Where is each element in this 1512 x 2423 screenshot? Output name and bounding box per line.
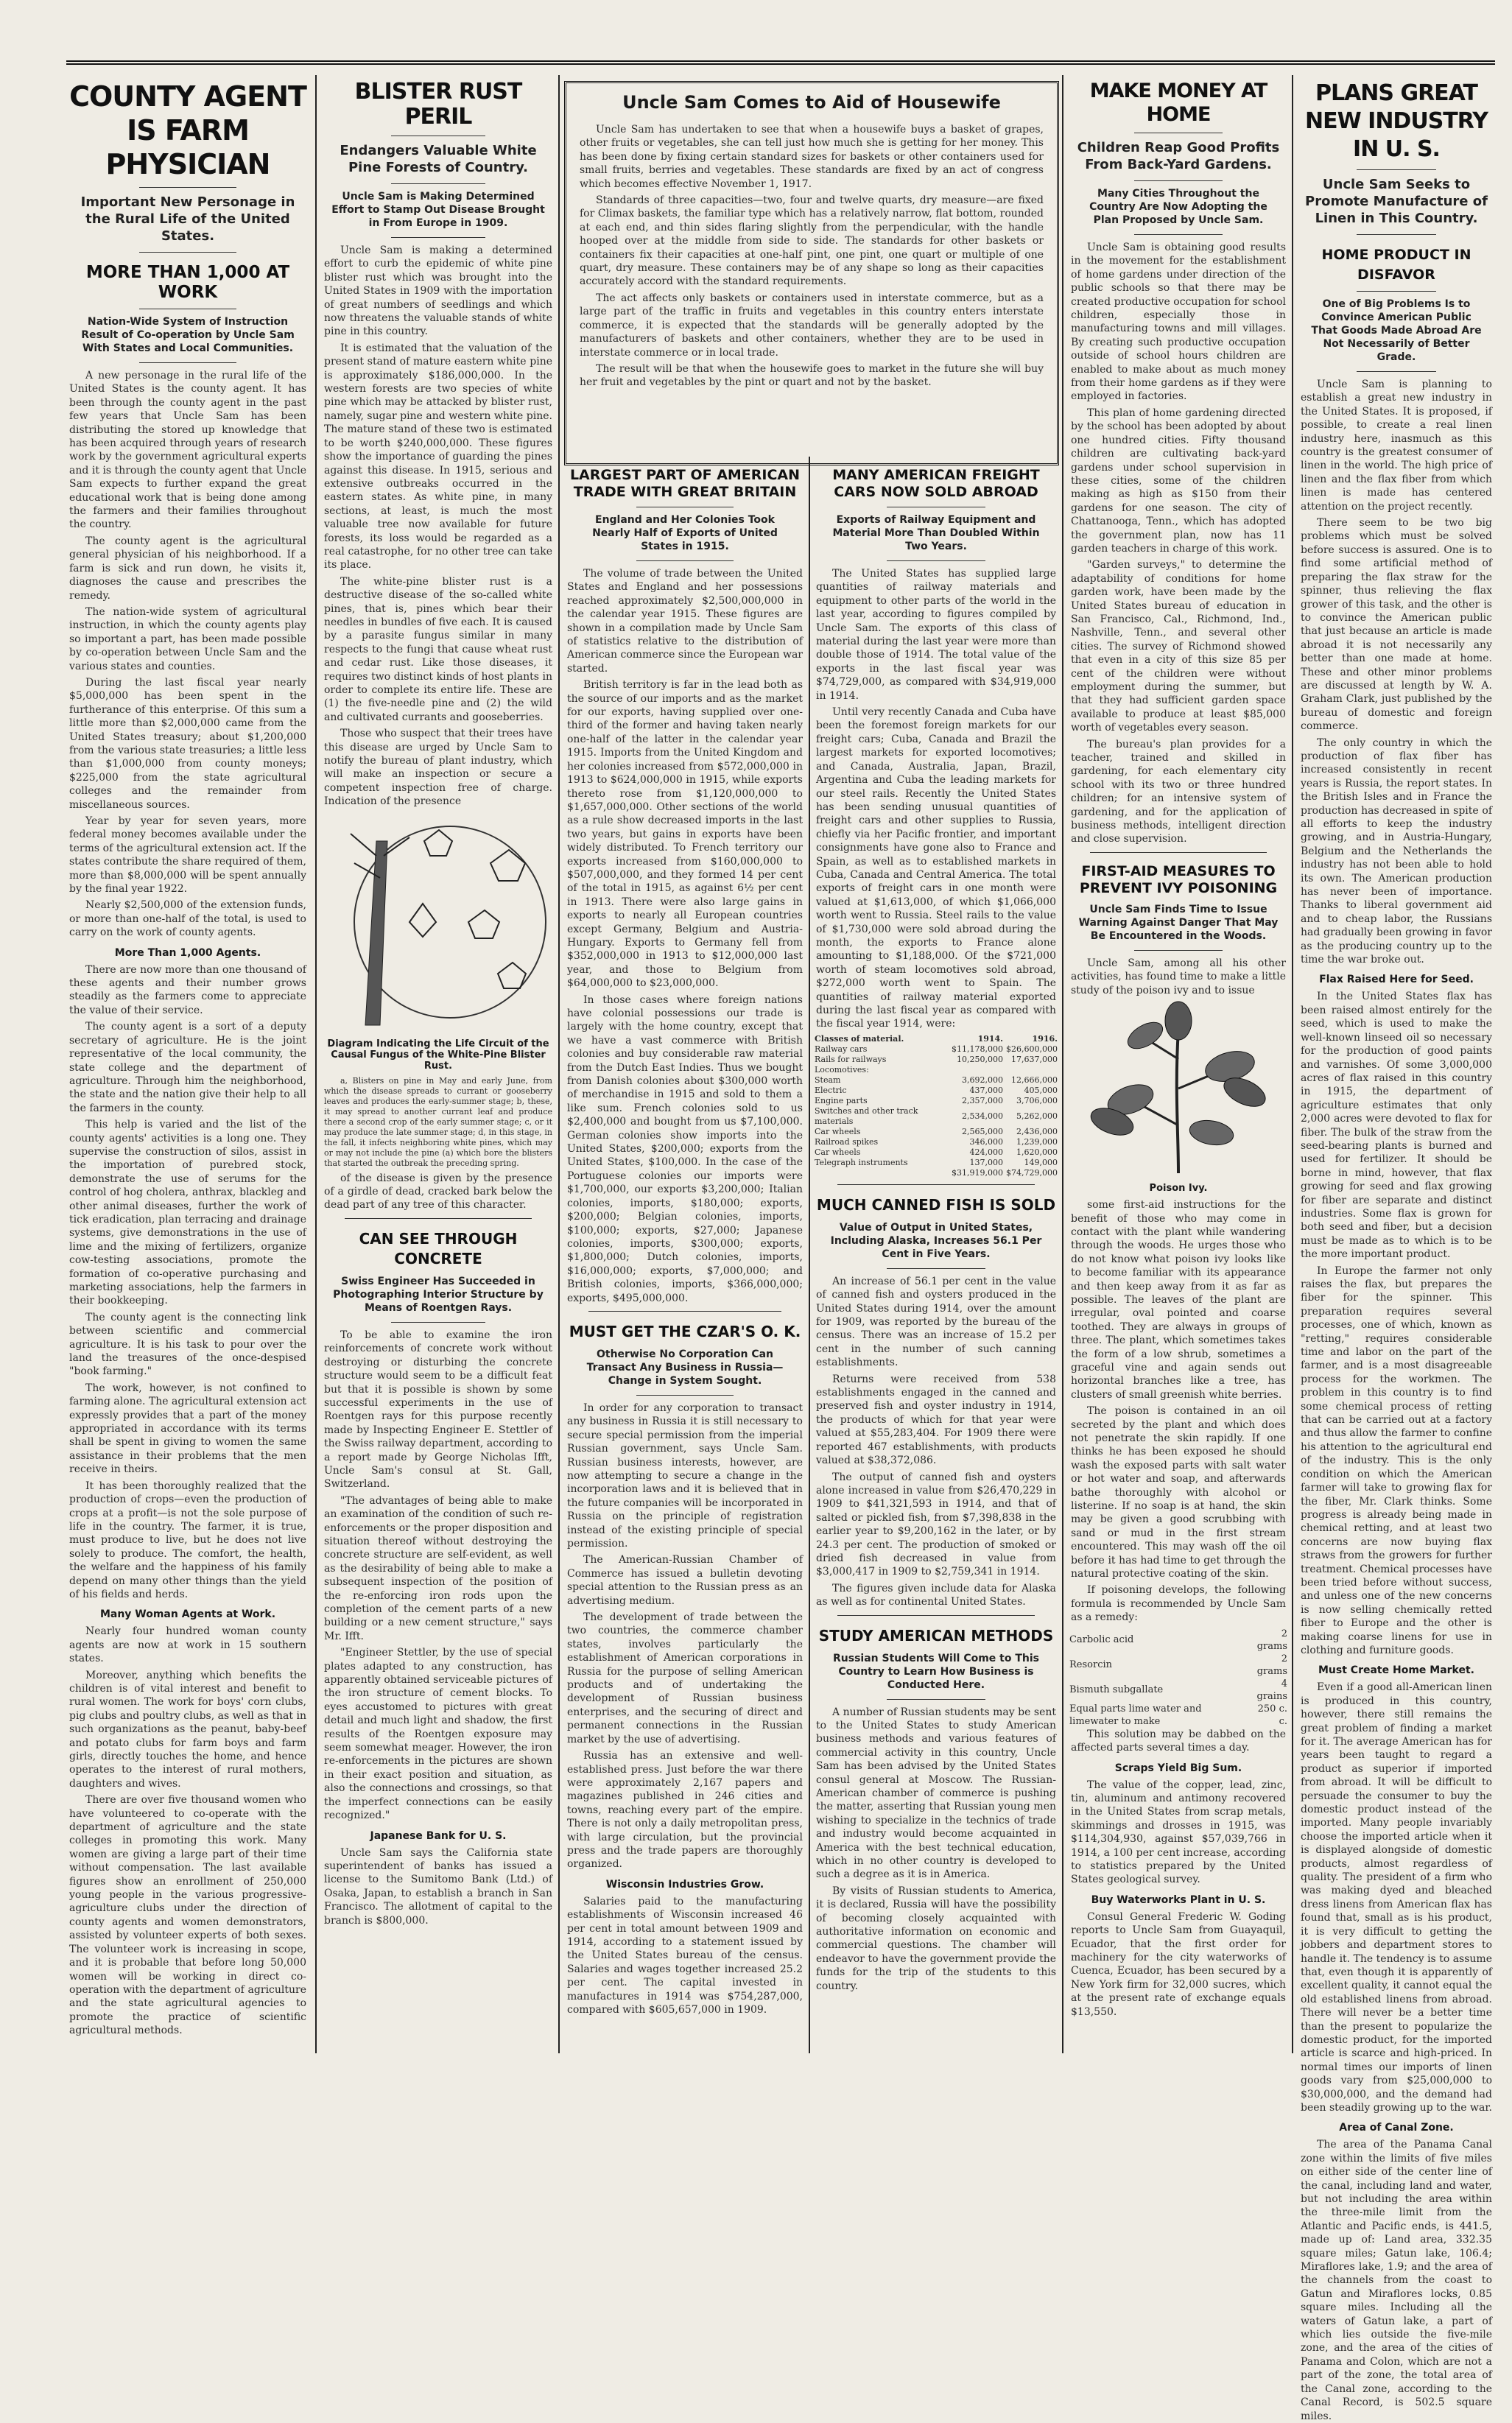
- deck-ivy-poisoning: Uncle Sam Finds Time to Issue Warning Against Danger That May Be Encountered in the Woods.: [1078, 903, 1279, 942]
- paragraph: There seem to be two big problems which must be solved before success is assured. One is to find some artificial method of preparing the flax straw for the spinner, thus relieving the flax grower of this task, and the other is to convince the American public that just because an article is made abroad it is not necessarily any better than one made at home. These and other minor problems are discussed at length by W. A. Graham Clark, just published by the bureau of domestic and foreign commerce.: [1301, 517, 1492, 733]
- table-header-cell: 1914.: [977, 1033, 1004, 1044]
- paragraph: A new personage in the rural life of the United States is the county agent. It has been through the county agent in the past few years that Uncle Sam has been distributing the stored up knowledge that has been acquired through years of research work by the government agricultural experts and it is through the county agent that Uncle Sam expects to further expand the great educational work that is being done among the farmers and their families throughout the country.: [69, 370, 306, 531]
- ivy-formula-table: [1068, 1628, 1289, 1728]
- formula-cell: Equal parts lime water and limewater to make: [1069, 1703, 1202, 1727]
- table-cell: Electric: [815, 1085, 847, 1095]
- formula-row: [1068, 1678, 1289, 1703]
- column-freight-cars: [813, 457, 1059, 2053]
- table-row: [813, 1096, 1059, 1106]
- paragraph: There are over five thousand women who have volunteered to co-operate with the department of agriculture and the state colleges in promoting this work. Many women are giving a large part of their time without compensation. The last available figures show an enrollment of 250,000 young people in the various progressive-agriculture clubs under the direction of county agents and women demonstrators, assisted by volunteer experts of both sexes. The volunteer work is increasing in scope, and it is probable that before long 50,000 women will be working in direct co-operation with the department of agriculture and the state agricultural agencies to promote the practice of scientific agricultural methods.: [69, 1794, 306, 2037]
- paragraph: The development of trade between the two countries, the commerce chamber states, involves particularly the establishment of American corporations in Russia for the purpose of selling American products and of undertaking the development of Russian business enterprises, and the securing of direct and permanent connections in the Russian market by the use of advertising.: [567, 1611, 803, 1745]
- paragraph: This help is varied and the list of the county agents' activities is a long one. They supervise the construction of silos, assist in the importation of purebred stock, demonstrate the use of serums for the control of hog cholera, anthrax, blackleg and other animal diseases, further the work of tick eradication, plan terracing and drainage systems, give demonstrations in the use of lime and the mixing of fertilizers, organize cow-testing associations, promote the formation of co-operative purchasing and marketing associations, help the farmers in their bookkeeping.: [69, 1119, 306, 1307]
- table-cell: 3,706,000: [1016, 1095, 1058, 1105]
- column-rule: [315, 75, 317, 2053]
- table-cell: 17,637,000: [1011, 1054, 1058, 1064]
- table-header-cell: 1916.: [1032, 1033, 1058, 1044]
- housewife-box-title: Uncle Sam Comes to Aid of Housewife: [622, 92, 1001, 113]
- paragraph: In the United States flax has been raised almost entirely for the seed, which is used to make the well-known linseed oil so necessary for the production of good paints and varnishes. Of some 3,000,000 acres of flax raised in this country in 1915, the department of agriculture estimates that only 2,000 acres were devoted to flax for fiber. The bulk of the straw from the seed-bearing plants is burned and used for fertilizer. It should be borne in mind, however, that flax growing for seed and flax growing for fiber are separate and distinct industries. Some flax is grown for both seed and fiber, but a decision must be made as to which is to be the more important product.: [1301, 991, 1492, 1261]
- table-cell: 2,534,000: [962, 1111, 1004, 1121]
- table-header-cell: Classes of material.: [815, 1033, 904, 1044]
- table-row: [813, 1106, 1059, 1127]
- column-linen-industry: [1298, 75, 1495, 2422]
- paragraph: The act affects only baskets or containers used in interstate commerce, but as a large part of the traffic in fruits and vegetables in this country enters interstate commerce, it is expected that the standards will be generally adopted by the manufacturers of baskets and other containers, whether they are to be used in interstate commerce or in local trade.: [580, 292, 1044, 359]
- housewife-box: [564, 81, 1059, 465]
- table-cell: $11,178,000: [952, 1044, 1004, 1054]
- paragraph: The output of canned fish and oysters alone increased in value from $26,470,229 in 1909 to $41,321,593 in 1914, and that of salted or pickled fish, from $7,398,838 in the earlier year to $9,200,162 in the later, or by 24.3 per cent. The production of smoked or dried fish decreased in value from $3,000,417 in 1909 to $2,759,341 in 1914.: [816, 1471, 1056, 1578]
- formula-cell: Bismuth subgallate: [1069, 1684, 1164, 1696]
- paragraph: The work, however, is not confined to farming alone. The agricultural extension act expressly provides that a part of the money appropriated in accordance with its terms shall be spent in giving to women the same assistance in their problems that the men receive in theirs.: [69, 1382, 306, 1476]
- headline-trade-britain: LARGEST PART OF AMERICAN TRADE WITH GREAT BRITAIN: [569, 467, 801, 500]
- headline-canned-fish: MUCH CANNED FISH IS SOLD: [816, 1195, 1056, 1214]
- column-make-money: [1068, 75, 1289, 2053]
- formula-row: [1068, 1703, 1289, 1728]
- paragraph: Consul General Frederic W. Goding reports to Uncle Sam from Guayaquil, Ecuador, that the first order for machinery for the city waterworks of Cuenca, Ecuador, has been secured by a New York firm for 32,000 sucres, which at the present rate of exchange equals $13,550.: [1071, 1910, 1286, 2018]
- formula-row: [1068, 1628, 1289, 1653]
- blister-rust-diagram-caption: Diagram Indicating the Life Circuit of the Causal Fungus of the White-Pine Blister Rust.: [327, 1038, 549, 1072]
- paragraph: Returns were received from 538 establishments engaged in the canned and preserved fish and oyster industry in 1914, the products of which for that year were valued at $55,283,404. For 1909 there were reported 467 establishments, with products valued at $38,372,086.: [816, 1373, 1056, 1467]
- paragraph: If poisoning develops, the following formula is recommended by Uncle Sam as a remedy:: [1071, 1584, 1286, 1624]
- table-cell: 149,000: [1024, 1157, 1058, 1167]
- paragraph: Uncle Sam has undertaken to see that when a housewife buys a basket of grapes, other fruits or vegetables, she can tell just how much she is getting for her money. This has been done by fixing certain standard sizes for baskets or other containers used for small fruits, berries and vegetables. These standards are fixed by an act of congress which becomes effective November 1, 1917.: [580, 124, 1044, 190]
- formula-cell: 2 grams: [1256, 1628, 1287, 1652]
- table-cell: 2,436,000: [1016, 1126, 1058, 1136]
- paragraph: Those who suspect that their trees have this disease are urged by Uncle Sam to notify the bureau of plant industry, which will make an inspection or secure a competent inspection free of charge. Indication of the presence: [324, 728, 552, 808]
- paragraph: The only country in which the production of flax fiber has increased consistently in recent years is Russia, the report states. In the British Isles and in France the production has decreased in spite of all efforts to keep the industry growing, and in Austria-Hungary, Belgium and the Netherlands the industry has not been able to hold its own. The American production has never been of importance. Thanks to liberal government aid and to cheap labor, the Russians had gradually been growing in favor as the producing country up to the time the war broke out.: [1301, 736, 1492, 966]
- poison-ivy-illustration: [1068, 1000, 1289, 1177]
- headline-make-money: MAKE MONEY AT HOME: [1089, 80, 1267, 126]
- paragraph: The result will be that when the housewife goes to market in the future she will buy her fruit and vegetables by the pint or quart and not by the basket.: [580, 362, 1044, 389]
- formula-cell: 250 c. c.: [1257, 1703, 1287, 1727]
- paragraph: To be able to examine the iron reinforcements of concrete work without destroying or disturbing the concrete structure would seem to be a difficult feat but that it is possible is shown by some successful experiments in the use of Roentgen rays for this purpose recently made by Inspecting Engineer E. Stettler of the Swiss railway department, according to a report made by George Nicholas Ifft, Uncle Sam's consul at St. Gall, Switzerland.: [324, 1329, 552, 1491]
- paragraph: The United States has supplied large quantities of railway materials and equipment to other parts of the world in the last year, according to figures compiled by Uncle Sam. The exports of this class of material during the last year were more than double those of 1914. The total value of the exports in the last fiscal year was $74,729,000, as compared with $34,919,000 in 1914.: [816, 568, 1056, 702]
- column-trade-britain: [564, 457, 806, 2053]
- paragraph: Moreover, anything which benefits the children is of vital interest and benefit to rural women. The work for boys' corn clubs, pig clubs and poultry clubs, as well as that in such organizations as the peanut, baby-beef and potato clubs for farm boys and farm girls, directly touches the home, and hence operates to the interest of rural mothers, daughters and wives.: [69, 1669, 306, 1790]
- headline-linen-industry: PLANS GREAT NEW INDUSTRY IN U. S.: [1305, 80, 1488, 162]
- paragraph: The white-pine blister rust is a destructive disease of the so-called white pines, that is, pines which bear their needles in bundles of five each. It is caused by a parasite fungus similar in many respects to the fungi that cause wheat rust and cedar rust. Like those diseases, it requires two distinct kinds of host plants in order to complete its entire life. These are (1) the five-needle pine and (2) the wild and cultivated currants and gooseberries.: [324, 575, 552, 723]
- table-cell: $74,729,000: [1006, 1167, 1058, 1178]
- formula-cell: 4 grains: [1256, 1678, 1287, 1702]
- headline-blister-rust: BLISTER RUST PERIL: [354, 79, 522, 130]
- table-cell: Car wheels: [815, 1126, 861, 1136]
- column-rule: [558, 75, 560, 2053]
- paragraph: An increase of 56.1 per cent in the value of canned fish and oysters produced in the United States during 1914, over the amount for 1909, was reported by the bureau of the census. There was an increase of 15.2 per cent in the number of such canning establishments.: [816, 1275, 1056, 1369]
- table-row: [813, 1158, 1059, 1168]
- table-row: [813, 1127, 1059, 1137]
- headline-study-american: STUDY AMERICAN METHODS: [818, 1626, 1054, 1645]
- poison-ivy-caption: Poison Ivy.: [1149, 1183, 1208, 1195]
- formula-row: [1068, 1653, 1289, 1678]
- paragraph: This solution may be dabbed on the affected parts several times a day.: [1071, 1728, 1286, 1754]
- deck-make-money: Children Reap Good Profits From Back-Yard Gardens.: [1077, 140, 1280, 172]
- deck-czars-ok: Otherwise No Corporation Can Transact Any Business in Russia—Change in System Sought.: [586, 1348, 784, 1387]
- subhead-scraps: Scraps Yield Big Sum.: [1114, 1762, 1242, 1774]
- table-cell: 405,000: [1024, 1085, 1058, 1095]
- paragraph: In those cases where foreign nations have colonial possessions our trade is largely with the home country, except that we have a vast commerce with British colonies and buy considerable raw material from the Dutch East Indies. Thus we bought from Danish colonies about $300,000 worth of merchandise in 1915 and sold to them a like sum. French colonies sold to us $2,400,000 and bought from us $7,100,000. German colonies show imports into the United States, $200,000; exports from the United States, $100,000. In the case of the Portuguese colonies our imports were $1,700,000, our exports $3,200,000; Italian colonies, imports, $180,000; exports, $200,000; Belgian colonies, imports, $100,000; exports, $27,000; Japanese colonies, imports, $300,000; exports, $1,800,000; Dutch colonies, imports, $16,000,000; exports, $7,000,000; and British colonies, imports, $366,000,000; exports, $495,000,000.: [567, 994, 803, 1304]
- deck2-linen-industry: One of Big Problems Is to Convince American Public That Goods Made Abroad Are Not Necessarily of Better Grade.: [1311, 298, 1482, 363]
- blister-rust-diagram: [321, 812, 555, 1033]
- paragraph: of the disease is given by the presence of a girdle of dead, cracked bark below the dead part of any tree of this character.: [324, 1172, 552, 1212]
- paragraph: some first-aid instructions for the benefit of those who may come in contact with the plant while wandering through the woods. He urges those who do not know what poison ivy looks like to become familiar with its appearance and then keep away from it as far as possible. The leaves of the plant are irregular, oval pointed and coarse toothed. They are always in groups of three. The plant, which sometimes takes the form of a low shrub, sometimes a graceful vine and again sends out horizontal branches like a tree, has clusters of small greenish white berries.: [1071, 1199, 1286, 1401]
- table-cell: 424,000: [969, 1147, 1004, 1157]
- paragraph: Salaries paid to the manufacturing establishments of Wisconsin increased 46 per cent in total amount between 1909 and 1914, according to a statement issued by the United States bureau of the census. Salaries and wages together increased 25.2 per cent. The capital invested in manufactures in 1914 was $754,287,000, compared with $605,657,000 in 1909.: [567, 1895, 803, 2016]
- deck-trade-britain: England and Her Colonies Took Nearly Half of Exports of United States in 1915.: [592, 514, 778, 552]
- paragraph: In order for any corporation to transact any business in Russia it is still necessary to secure special permission from the imperial Russian government, says Uncle Sam. Russian business interests, however, are now attempting to secure a change in the incorporation laws and it is believed that in the future companies will be incorporated in Russia on the principle of registration instead of the existing principle of special permission.: [567, 1402, 803, 1550]
- paragraph: Uncle Sam is making a determined effort to curb the epidemic of white pine blister rust which was brought into the United States in 1909 with the importation of great numbers of seedlings and which now threatens the valuable stands of white pine in this country.: [324, 245, 552, 338]
- paragraph: "Engineer Stettler, by the use of special plates adapted to any construction, has apparently obtained serviceable pictures of the iron structure of cement blocks. To eyes accustomed to pictures with great detail and much light and shadow, the first results of the Roentgen exposure may seem somewhat meager. However, the iron re-enforcements in the pictures are shown in their exact position and situation, as also the connections and crossings, so that the imperfect connections can be easily recognized.": [324, 1647, 552, 1822]
- deck-linen-industry: Uncle Sam Seeks to Promote Manufacture of Linen in This Country.: [1305, 177, 1488, 226]
- paragraph: The county agent is the connecting link between scientific and commercial agriculture. It is his task to pour over the land the treasures of the once-despised "book farming.": [69, 1311, 306, 1378]
- table-cell: Locomotives:: [815, 1064, 869, 1075]
- paragraph: "The advantages of being able to make an examination of the condition of such re-enforcements or the proper disposition and situation thereof without destroying the concrete structure are self-evident, as well as the desirability of being able to make a subsequent inspection of the position of the re-enforcing iron rods upon the completion of the cement parts of a new building or a new cement structure," says Mr. Ifft.: [324, 1494, 552, 1642]
- subhead-wisconsin: Wisconsin Industries Grow.: [605, 1878, 764, 1891]
- column-rule: [1062, 75, 1063, 2053]
- deck-county-agent: Important New Personage in the Rural Life of the United States.: [80, 194, 295, 244]
- deck-canned-fish: Value of Output in United States, Including Alaska, Increases 56.1 Per Cent in Five Years.: [830, 1221, 1042, 1260]
- table-row: [813, 1044, 1059, 1055]
- paragraph: The area of the Panama Canal zone within the limits of five miles on either side of the center line of the canal, including land and water, but not including the area within the three-mile limit from the Atlantic and Pacific ends, is 441.5, made up of: Land area, 332.35 square miles; Gatun lake, 106.4; Miraflores lake, 1.9; and the area of the channels from the coast to Gatun and Miraflores locks, 0.85 square miles. Including all the waters of Gatun lake, a part of which lies outside the five-mile zone, and the area of the cities of Panama and Colon, which are not a part of the zone, the total area of the Canal zone, according to the Canal Record, is 502.5 square miles.: [1301, 2139, 1492, 2422]
- table-cell: 5,262,000: [1016, 1111, 1058, 1121]
- subhead-canal-zone: Area of Canal Zone.: [1339, 2122, 1454, 2134]
- table-cell: Switches and other track materials: [815, 1105, 918, 1126]
- deck2-make-money: Many Cities Throughout the Country Are Now Adopting the Plan Proposed by Uncle Sam.: [1089, 188, 1267, 226]
- paragraph: During the last fiscal year nearly $5,000,000 has been spent in the furtherance of this enterprise. Of this sum a little more than $2,000,000 came from the United States treasury; about $1,200,000 from the various state treasuries; a little less than $1,000,000 from county moneys; $225,000 from the state agricultural colleges and the remainder from miscellaneous sources.: [69, 676, 306, 811]
- column-blister-rust: [321, 75, 555, 2053]
- paragraph: Year by year for seven years, more federal money becomes available under the terms of the agricultural extension act. If the states contribute the share required of them, more than $8,000,000 will be spent annually by the final year 1922.: [69, 815, 306, 896]
- table-row: [813, 1168, 1059, 1178]
- subhead-flax-seed: Flax Raised Here for Seed.: [1319, 974, 1474, 986]
- paragraph: It is estimated that the valuation of the present stand of mature eastern white pine is approximately $186,000,000. In the western forests are two species of white pine which may be attacked by blister rust, namely, sugar pine and western white pine. The mature stand of these two is estimated to be worth $240,000,000. These figures show the importance of guarding the pines against this disease. In 1915, serious and extensive outbreaks occurred in the eastern states. As white pine, in many sections, at least, is much the most valuable tree now available for future forests, its loss would be regarded as a real catastrophe, for no other tree can take its place.: [324, 342, 552, 572]
- column-rule: [809, 457, 810, 2053]
- paragraph: Uncle Sam, among all his other activities, has found time to make a little study of the poison ivy and to issue: [1071, 957, 1286, 996]
- paragraph: Russia has an extensive and well-established press. Just before the war there were approximately 2,167 papers and magazines published in 246 cities and towns, reaching every part of the empire. There is not only a daily metropolitan press, with large circulation, but the provincial press and the trade papers are thoroughly organized.: [567, 1750, 803, 1871]
- table-cell: $31,919,000: [952, 1167, 1004, 1178]
- paragraph: The county agent is a sort of a deputy secretary of agriculture. He is the joint representative of the local community, the state college and the department of agriculture. Through him the neighborhood, the state and the nation give their help to all the farmers in the county.: [69, 1021, 306, 1114]
- table-cell: Steam: [815, 1075, 841, 1085]
- table-cell: Car wheels: [815, 1147, 861, 1157]
- table-cell: 2,565,000: [962, 1126, 1004, 1136]
- table-cell: Railway cars: [815, 1044, 868, 1054]
- figure-note: a, Blisters on pine in May and early June, from which the disease spreads to currant or gooseberry leaves and produces the early-summer stage; b, these, it may spread to another currant leaf and produce there a second crop of the early summer stage; c, or it may produce the late summer stage; d, in this stage, in the fall, it infects neighboring white pines, which may or may not include the pine (a) which bore the blisters that started the outbreak the preceding spring.: [324, 1075, 552, 1168]
- paragraph: It has been thoroughly realized that the production of crops—even the production of crops at a profit—is not the sole purpose of life in the country. The farmer, it is true, must produce to live, but he does not live solely to produce. The comfort, the health, the welfare and the happiness of his family depend on many other things than the yield of his fields and herds.: [69, 1480, 306, 1600]
- paragraph: The value of the copper, lead, zinc, tin, aluminum and antimony recovered in the United States from scrap metals, skimmings and drosses in 1915, was $114,304,930, against $57,039,766 in 1914, a 100 per cent increase, according to statistics prepared by the United States geological survey.: [1071, 1779, 1286, 1886]
- table-cell: 3,692,000: [962, 1075, 1004, 1085]
- deck2-county-agent: Nation-Wide System of Instruction Result of Co-operation by Uncle Sam With States and Local Communities.: [81, 316, 295, 354]
- table-row: [813, 1086, 1059, 1096]
- formula-cell: Resorcin: [1069, 1659, 1113, 1671]
- subhead-woman-agents: Many Woman Agents at Work.: [99, 1608, 276, 1621]
- table-cell: [950, 1065, 1005, 1075]
- deck-freight-cars: Exports of Railway Equipment and Material More Than Doubled Within Two Years.: [832, 514, 1040, 552]
- paragraph: This plan of home gardening directed by the school has been adopted by about one hundred cities. Fifty thousand children are cultivating back-yard gardens under school supervision in these cities, some of the children making as high as $150 from their gardens for one season. The city of Chattanooga, Tenn., which has adopted the government plan, now has 11 garden teachers in charge of this work.: [1071, 407, 1286, 555]
- headline-county-agent: COUNTY AGENT IS FARM PHYSICIAN: [69, 80, 306, 180]
- subhead-more-than-1000: MORE THAN 1,000 AT WORK: [85, 263, 290, 302]
- table-row: [813, 1075, 1059, 1086]
- table-cell: 2,357,000: [962, 1095, 1004, 1105]
- deck-study-american: Russian Students Will Come to This Country to Learn How Business is Conducted Here.: [832, 1652, 1040, 1691]
- table-cell: 1,239,000: [1016, 1136, 1058, 1147]
- paragraph: In Europe the farmer not only raises the flax, but prepares the fiber for the spinner. This preparation requires several processes, one of which, known as "retting," requires considerable time and labor on the part of the farmer, and is a most disagreeable process for the workmen. The problem in this country is to find some chemical process of retting that can be carried out at a factory and thus allow the farmer to confine his attention to the agricultural end of the industry. This is the only condition on which the American farmer will take to growing flax for the fiber, Mr. Clark thinks. Some progress is already being made in chemical retting, and at least two concerns are now buying flax straws from the growers for further treatment. Chemical processes have been tried before without success, and unless one of the new concerns is now selling chemically retted fiber to Europe and the other is making coarse linens for use in clothing and furniture goods.: [1301, 1265, 1492, 1656]
- table-row: [813, 1147, 1059, 1158]
- paragraph: Nearly $2,500,000 of the extension funds, or more than one-half of the total, is used to carry on the work of county agents.: [69, 899, 306, 939]
- paragraph: The figures given include data for Alaska as well as for continental United States.: [816, 1582, 1056, 1608]
- paragraph: Uncle Sam says the California state superintendent of banks has issued a license to the Sumitomo Bank (Ltd.) of Osaka, Japan, to establish a branch in San Francisco. The allotment of capital to the branch is $800,000.: [324, 1846, 552, 1927]
- subhead-more-than-1000-agents: More Than 1,000 Agents.: [114, 946, 261, 959]
- paragraph: Uncle Sam is planning to establish a great new industry in the United States. It is proposed, if possible, to create a real linen industry here, inasmuch as this country is the greatest consumer of linen in the world. The high price of linen and the flax fiber from which linen is made has centered attention on the project recently.: [1301, 379, 1492, 513]
- table-cell: $26,600,000: [1006, 1044, 1058, 1054]
- paragraph: The volume of trade between the United States and England and her possessions reached approximately $2,500,000,000 in the calendar year 1915. These figures are shown in a compilation made by Uncle Sam of statistics relative to the distribution of American commerce since the European war started.: [567, 568, 803, 675]
- headline-see-through-concrete: CAN SEE THROUGH CONCRETE: [359, 1229, 518, 1267]
- table-row: [813, 1055, 1059, 1065]
- paragraph: Even if a good all-American linen is produced in this country, however, there still remains the great problem of finding a market for it. The average American has for years been taught to regard a product as superior if imported from abroad. It will be difficult to persuade the consumer to buy the domestic product instead of the imported. Many people invariably choose the imported article when it is displayed alongside of domestic products, almost regardless of quality. The president of a firm who was making dyed and bleached dress linens from American flax has found that, small as is his product, it is very difficult to getting the jobbers and department stores to handle it. The tendency is to assume that, even though it is apparently of excellent quality, it cannot equal the old established linens from abroad. There will never be a better time than the present to popularize the domestic product, for the imported article is scarce and high-priced. In normal times our imports of linen goods vary from $25,000,000 to $30,000,000, and the demand had been steadily growing up to the war.: [1301, 1681, 1492, 2114]
- formula-cell: 2 grams: [1256, 1653, 1287, 1677]
- paragraph: A number of Russian students may be sent to the United States to study American business methods and various features of commercial activity in this country, Uncle Sam has been advised by the United States consul general at Moscow. The Russian-American chamber of commerce is pushing the matter, asserting that Russian young men wishing to specialize in the technics of trade and industry would become acquainted in America with the best technical education, which in no other country is developed to such a degree as it is in America.: [816, 1706, 1056, 1881]
- subhead-japanese-bank: Japanese Bank for U. S.: [370, 1829, 507, 1842]
- table-cell: 137,000: [969, 1157, 1004, 1167]
- formula-cell: Carbolic acid: [1069, 1634, 1134, 1646]
- table-cell: 346,000: [969, 1136, 1004, 1147]
- table-cell: 1,620,000: [1016, 1147, 1058, 1157]
- newspaper-page: [66, 60, 1495, 2422]
- paragraph: Until very recently Canada and Cuba have been the foremost foreign markets for our freight cars; Cuba, Canada and Brazil the largest markets for exported locomotives; and Canada, Australia, Japan, Brazil, Argentina and Cuba the leading markets for our steel rails. Recently the United States has been sending unusual quantities of freight cars and other supplies to Russia, chiefly via her Pacific frontier, and important consignments have gone also to France and Spain, as well as to established markets in Cuba, Canada and Central America. The total exports of freight cars in one month were valued at $1,613,000, of which $1,066,000 worth went to Russia. Steel rails to the value of $1,730,000 were sold abroad during the month, the exports to France alone amounting to $1,188,000. Of the $721,000 worth of steam locomotives sold abroad, $272,000 worth went to Spain. The quantities of railway material exported during the last fiscal year as compared with the fiscal year 1914, were:: [816, 706, 1056, 1030]
- paragraph: Standards of three capacities—two, four and twelve quarts, dry measure—are fixed for Climax baskets, the familiar type which has a relatively narrow, flat bottom, rounded at each end, and thin sides flaring slightly from the perpendicular, with the handle hooped over at the middle from side to side. The standards for other baskets or containers fix their capacities at one-half pint, one pint, one quart or multiple of one quart, dry measure. These containers may be of any shape so long as their capacities accurately accord with the standard requirements.: [580, 194, 1044, 288]
- subhead-waterworks: Buy Waterworks Plant in U. S.: [1091, 1893, 1266, 1906]
- table-cell: Railroad spikes: [815, 1136, 879, 1147]
- headline-ivy-poisoning: FIRST-AID MEASURES TO PREVENT IVY POISONING: [1079, 862, 1278, 896]
- subhead-home-market: Must Create Home Market.: [1318, 1664, 1474, 1677]
- table-cell: [813, 1168, 950, 1178]
- deck-see-through-concrete: Swiss Engineer Has Succeeded in Photographing Interior Structure by Means of Roentgen Rays.: [333, 1275, 544, 1314]
- subhead-home-product: HOME PRODUCT IN DISFAVOR: [1321, 247, 1471, 283]
- table-header-row: [813, 1034, 1059, 1044]
- column-rule: [1292, 75, 1293, 2053]
- paragraph: By visits of Russian students to America, it is declared, Russia will have the possibility of becoming closely acquainted with authoritative information on economic and commercial questions. The chamber will endeavor to have the government provide the funds for the trip of the students to this country.: [816, 1885, 1056, 1992]
- table-cell: 437,000: [969, 1085, 1004, 1095]
- railway-exports-table: [813, 1034, 1059, 1178]
- table-cell: Engine parts: [815, 1095, 868, 1105]
- paragraph: The nation-wide system of agricultural instruction, in which the county agents play so important a part, has been made possible by co-operation between Uncle Sam and the various states and counties.: [69, 605, 306, 672]
- paragraph: Uncle Sam is obtaining good results in the movement for the establishment of home gardens under direction of the public schools so that there may be created productive occupation for school children, especially those in manufacturing towns and mill villages. By creating such productive occupation outside of school hours children are enabled to make about as much money from their home gardens as if they were employed in factories.: [1071, 242, 1286, 403]
- table-cell: 12,666,000: [1011, 1075, 1058, 1085]
- table-row: [813, 1137, 1059, 1147]
- paragraph: "Garden surveys," to determine the adaptability of conditions for home garden work, have been made by the United States bureau of education in San Francisco, Cal., Richmond, Ind., Nashville, Tenn., and several other cities. The survey of Richmond showed that even in a city of this size 85 per cent of the children were without employment during the summer, but that they had sufficient garden space available to produce at least $85,000 worth of vegetables every season.: [1071, 559, 1286, 734]
- paragraph: There are now more than one thousand of these agents and their number grows steadily as the farmers come to appreciate the value of their service.: [69, 963, 306, 1016]
- table-row: [813, 1065, 1059, 1075]
- paragraph: The bureau's plan provides for a teacher, trained and skilled in gardening, for each elementary city school with its two or three hundred children; for an intensive system of gardening, and for the application of business methods, intelligent direction and close supervision.: [1071, 738, 1286, 845]
- paragraph: The American-Russian Chamber of Commerce has issued a bulletin devoting special attention to the Russian press as an advertising medium.: [567, 1554, 803, 1607]
- table-cell: Telegraph instruments: [815, 1157, 908, 1167]
- table-cell: [1005, 1065, 1059, 1075]
- deck-blister-rust: Endangers Valuable White Pine Forests of Country.: [340, 143, 537, 175]
- paragraph: The county agent is the agricultural general physician of his neighborhood. If a farm is sick and run down, he visits it, diagnoses the cause and prescribes the remedy.: [69, 535, 306, 602]
- column-county-agent: [66, 75, 309, 2053]
- headline-freight-cars: MANY AMERICAN FREIGHT CARS NOW SOLD ABROAD: [832, 467, 1040, 500]
- paragraph: Nearly four hundred woman county agents are now at work in 15 southern states.: [69, 1625, 306, 1665]
- paragraph: British territory is far in the lead both as the source of our imports and as the market for our exports, having supplied over one-third of the former and having taken nearly one-half of the latter in the calendar year 1915. Imports from the United Kingdom and her colonies increased from $572,000,000 in 1913 to $624,000,000 in 1915, while exports thereto rose from $1,120,000,000 to $1,657,000,000. Other sections of the world as a rule show decreased imports in the last two years, but gains in exports have been widely distributed. To French territory our exports increased from $160,000,000 to $507,000,000, and they formed 14 per cent of the total in 1915, as against 6½ per cent in 1913. There were also large gains in exports to nearly all European countries except Germany, Belgium and Austria-Hungary. Exports to Germany fell from $352,000,000 in 1913 to $12,000,000 last year, and those to Belgium from $64,000,000 to $23,000,000.: [567, 679, 803, 990]
- headline-czars-ok: MUST GET THE CZAR'S O. K.: [569, 1322, 801, 1340]
- table-cell: Rails for railways: [815, 1054, 887, 1064]
- table-cell: 10,250,000: [957, 1054, 1004, 1064]
- deck2-blister-rust: Uncle Sam is Making Determined Effort to Stamp Out Disease Brought in From Europe in 1909.: [331, 191, 545, 229]
- paragraph: The poison is contained in an oil secreted by the plant and which does not penetrate the skin rapidly. If one thinks he has been exposed he should wash the exposed parts with salt water or hot water and soap, and afterwards bathe thoroughly with alcohol or listerine. If no soap is at hand, the skin may be given a good scrubbing with sand or mud in the first stream encountered. This may wash off the oil before it has had time to get through the natural protective coating of the skin.: [1071, 1405, 1286, 1580]
